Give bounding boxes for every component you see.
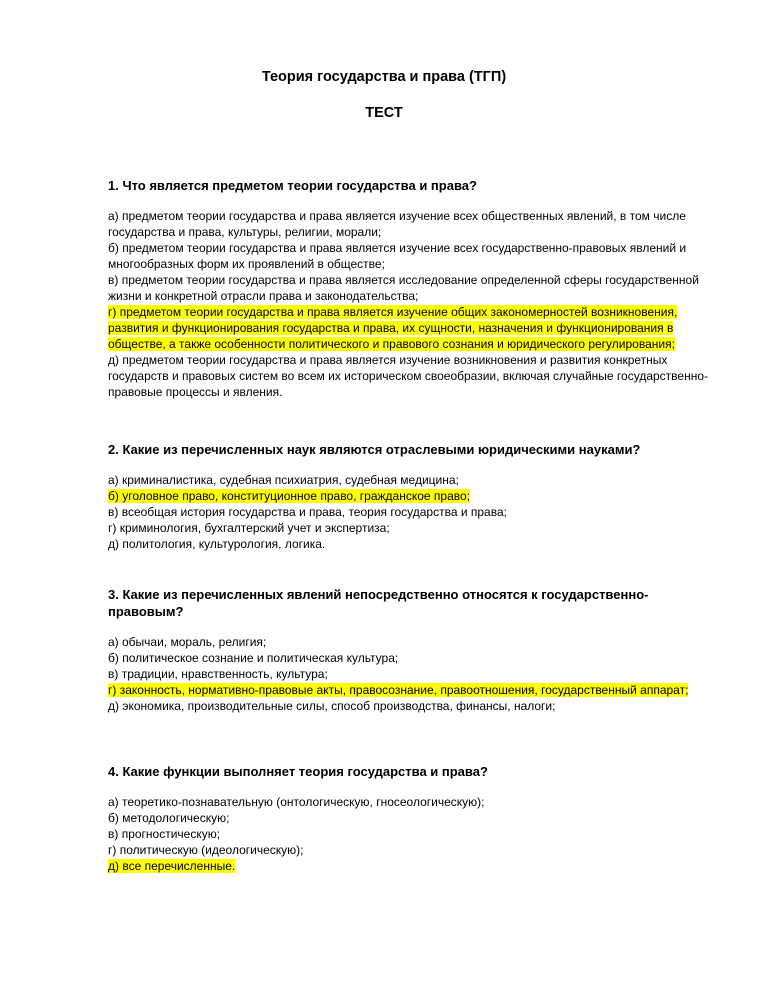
answer-option: б) политическое сознание и политическая культура; bbox=[108, 651, 399, 665]
document-title: Теория государства и права (ТГП) bbox=[261, 69, 507, 85]
answer-option: а) теоретико-познавательную (онтологическую, гносеологическую); bbox=[108, 795, 485, 809]
answer-list bbox=[108, 794, 718, 874]
answer-option: д) экономика, производительные силы, способ производства, финансы, налоги; bbox=[108, 699, 556, 713]
answer-option: в) всеобщая история государства и права, теория государства и права; bbox=[108, 505, 507, 519]
question-4 bbox=[108, 763, 718, 874]
answer-option: г) криминология, бухгалтерский учет и экспертиза; bbox=[108, 521, 390, 535]
question-1 bbox=[108, 177, 718, 400]
answer-option: д) предметом теории государства и права является изучение возникновения и развития конкретных государств и правовых систем во всем их историческом своеобразии, включая случайные государственно-правовые процессы и явления. bbox=[108, 353, 709, 399]
answer-option-correct: б) уголовное право, конституционное право, гражданское право; bbox=[108, 489, 470, 503]
question-3 bbox=[108, 586, 718, 714]
document-subtitle: ТЕСТ bbox=[365, 105, 403, 121]
answer-list bbox=[108, 634, 718, 714]
question-2 bbox=[108, 441, 718, 552]
answer-list bbox=[108, 472, 718, 552]
question-title: 3. Какие из перечисленных явлений непосредственно относятся к государственно-правовым? bbox=[108, 587, 649, 619]
answer-option: б) предметом теории государства и права является изучение всех государственно-правовых явлений и многообразных форм их проявлений в обществе; bbox=[108, 241, 687, 271]
answer-option: г) политическую (идеологическую); bbox=[108, 843, 304, 857]
question-title: 4. Какие функции выполняет теория государства и права? bbox=[108, 764, 488, 779]
question-title: 1. Что является предметом теории государства и права? bbox=[108, 178, 477, 193]
answer-option: а) обычаи, мораль, религия; bbox=[108, 635, 267, 649]
answer-option-correct: г) законность, нормативно-правовые акты, правосознание, правоотношения, государственный аппарат; bbox=[108, 683, 689, 697]
answer-option: в) предметом теории государства и права является исследование определенной сферы государственной жизни и конкретной отрасли права и законодательства; bbox=[108, 273, 699, 303]
answer-list bbox=[108, 208, 718, 400]
question-title: 2. Какие из перечисленных наук являются отраслевыми юридическими науками? bbox=[108, 442, 641, 457]
answer-option: а) криминалистика, судебная психиатрия, судебная медицина; bbox=[108, 473, 459, 487]
answer-option: д) политология, культурология, логика. bbox=[108, 537, 326, 551]
answer-option: в) традиции, нравственность, культура; bbox=[108, 667, 328, 681]
answer-option: в) прогностическую; bbox=[108, 827, 221, 841]
answer-option-correct: г) предметом теории государства и права является изучение общих закономерностей возникновения, развития и функционирования государства и права, их сущности, назначения и функционирования в обществе, а также особенности политического и правового сознания и юридического регулирования; bbox=[108, 305, 678, 351]
answer-option: а) предметом теории государства и права является изучение всех общественных явлений, в том числе государства и права, культуры, религии, морали; bbox=[108, 209, 686, 239]
answer-option: б) методологическую; bbox=[108, 811, 230, 825]
answer-option-correct: д) все перечисленные. bbox=[108, 859, 236, 873]
